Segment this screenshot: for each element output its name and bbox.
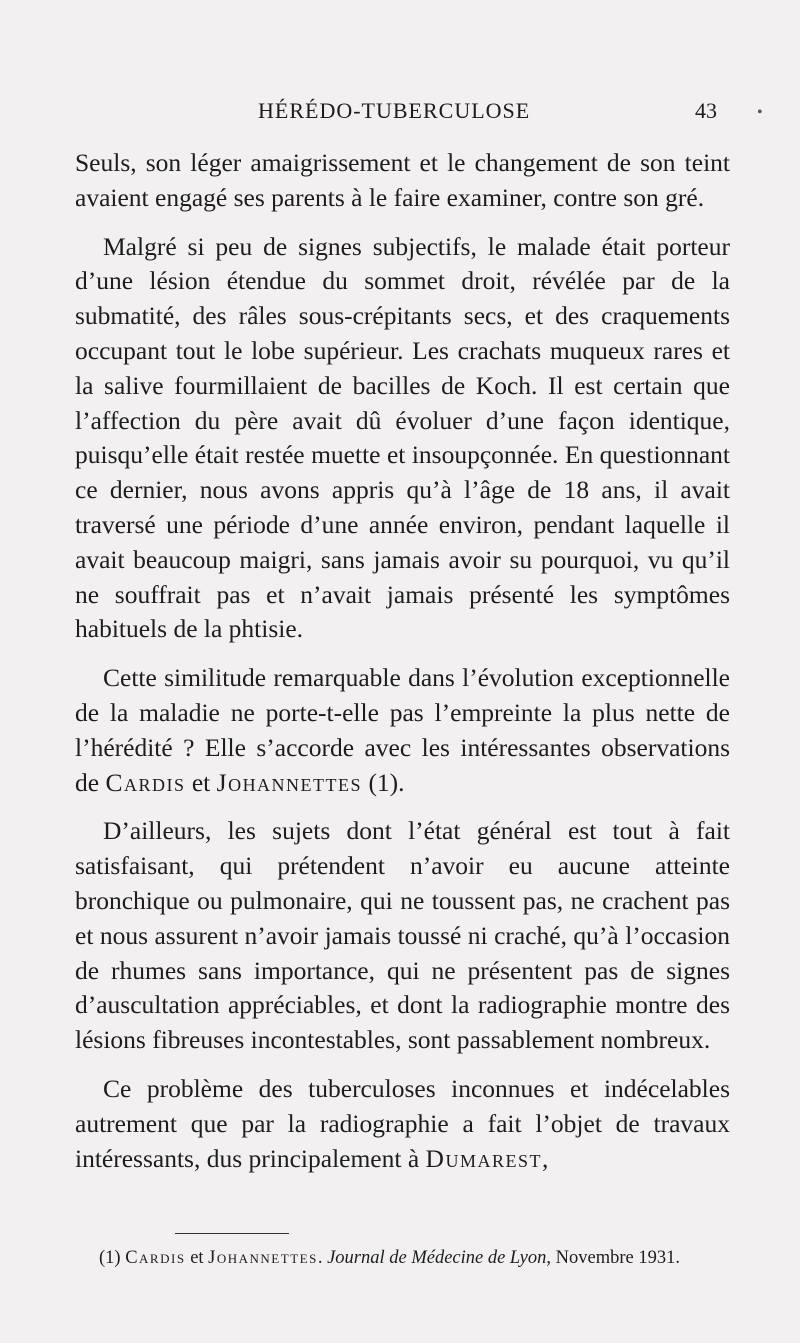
footnote-marker: (1) xyxy=(99,1248,121,1268)
footnote-date: , Novembre 1931. xyxy=(546,1248,680,1268)
paragraph-5 xyxy=(75,1072,730,1176)
footnote xyxy=(99,1246,739,1270)
author-cardis: Cardis xyxy=(105,767,186,797)
footnote-separator: . xyxy=(317,1248,328,1268)
footnote-reference: (1). xyxy=(362,767,405,797)
paragraph-4: D’ailleurs, les sujets dont l’état général est tout à fait satisfaisant, qui prétendent n’avoir eu aucune atteinte bronchique ou pulmonaire, qui ne toussent pas, ne crachent pas et nous assurent n’avoir jamais toussé ni craché, qu’à l’occasion de rhumes sans importance, qui ne présentent pas de signes d’auscultation appréciables, et dont la radiographie montre des lésions fibreuses incontestables, sont passablement nombreux. xyxy=(75,816,730,1055)
body-text xyxy=(75,146,730,1190)
paragraph-1: Seuls, son léger amaigrissement et le changement de son teint avaient engagé ses parents à le faire examiner, contre son gré. xyxy=(75,148,730,212)
footnote-journal: Journal de Médecine de Lyon xyxy=(327,1248,547,1268)
footnote-conjunction: et xyxy=(185,1248,209,1268)
paragraph-2: Malgré si peu de signes subjectifs, le malade était porteur d’une lésion étendue du sommet droit, révélée par de la submatité, des râles sous-crépitants secs, et des craquements occupant tout le lobe supérieur. Les crachats muqueux rares et la salive fourmillaient de bacilles de Koch. Il est certain que l’affection du père avait dû évoluer d’une façon identique, puisqu’elle était restée muette et insoupçonnée. En questionnant ce dernier, nous avons appris qu’à l’âge de 18 ans, il avait traversé une période d’une année environ, pendant laquelle il avait beaucoup maigri, sans jamais avoir su pourquoi, vu qu’il ne souffrait pas et n’avait jamais présenté les symptômes habituels de la phtisie. xyxy=(75,231,730,644)
paragraph-3-text: Cette similitude remarquable dans l’évolution exceptionnelle de la maladie ne porte-t-elle pas l’empreinte la plus nette de l’hérédité ? Elle s’accorde avec les intéressantes observations de xyxy=(75,663,730,797)
author-johannettes: Johannettes xyxy=(216,767,363,797)
paragraph-3 xyxy=(75,661,730,800)
footnote-author-johannettes: Johannettes xyxy=(208,1248,318,1268)
conjunction: et xyxy=(185,767,217,797)
footnote-divider xyxy=(175,1233,289,1234)
paragraph-5-end: , xyxy=(541,1143,549,1173)
margin-mark: • xyxy=(757,104,763,121)
footnote-author-cardis: Cardis xyxy=(125,1248,186,1268)
paragraph-5-text: Ce problème des tuberculoses inconnues et indécelables autrement que par la radiographie a fait l’objet de travaux intéressants, dus principalement à xyxy=(75,1073,730,1173)
page-number: 43 xyxy=(695,98,717,123)
author-dumarest: Dumarest xyxy=(425,1143,542,1173)
running-title: HÉRÉDO-TUBERCULOSE xyxy=(258,98,531,123)
